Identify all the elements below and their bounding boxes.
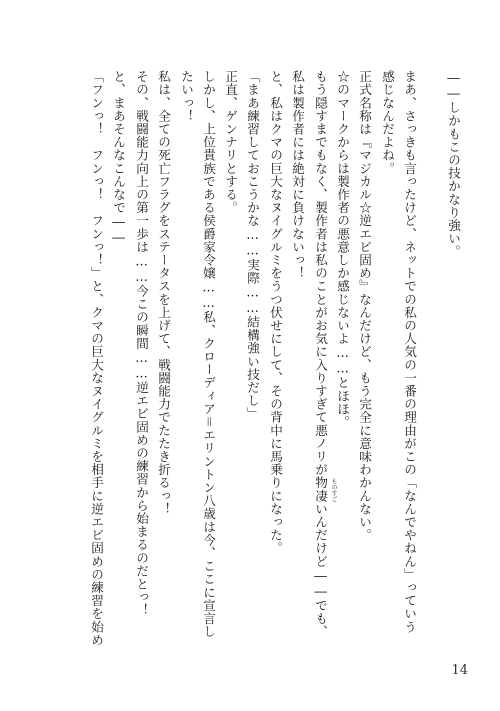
text-line-10: 「まあ練習しておこうかな……実際……結構強い技だし」 [245, 70, 260, 421]
text-line-1: ――しかもこの技かなり強い。 [446, 70, 461, 259]
text-line-14: 私は、全ての死亡フラグをステータスを上げて、戦闘能力でたたき折るっ！ [156, 70, 171, 516]
text-line-8: 私は製作者には絶対に負けないっ！ [290, 70, 305, 280]
text-line-5: 正式名称は『マジカル☆逆エビ固め』なんだけど、もう完全に意味わかんない。 [357, 70, 372, 542]
page-number: 14 [451, 663, 468, 678]
ruby-annotation: ものすご [330, 478, 337, 502]
text-line-15: その、戦闘能力向上の第一歩は……今この瞬間……逆エビ固めの練習から始まるのだとっ！ [134, 70, 149, 617]
text-line-7: もう隠すまでもなく、製作者は私のことがお気に入りすぎて悪ノリが物凄いんだけど――でも、 [313, 70, 328, 639]
text-line-6: ☆のマークからは製作者の悪意しか感じないよ……とほほ。 [335, 70, 350, 429]
text-line-17: 「フンっ！ フンっ！ フンっ！」と、クマの巨大なヌイグルミを相手に逆エビ固めの練習を始め [89, 70, 104, 647]
text-line-13: たいっ！ [179, 70, 194, 123]
text-line-9: と、私はクマの巨大なヌイグルミをうつ伏せにして、その背中に馬乗りになった。 [268, 70, 283, 555]
text-line-4: 感じなんだよね。 [380, 70, 395, 175]
text-line-16: と、まあそんなこんなで―― [111, 70, 126, 246]
text-line-11: 正直、ゲンナリとする。 [223, 70, 238, 215]
text-line-3: まあ、さっきも言ったけど、ネットでの私の人気の一番の理由がこの「なんでやねん」っていう [402, 70, 417, 634]
text-line-12: しかし、上位貴族である侯爵家令嬢……私、クローディア＝エリントン八歳は今、ここに宣言し [201, 70, 216, 639]
